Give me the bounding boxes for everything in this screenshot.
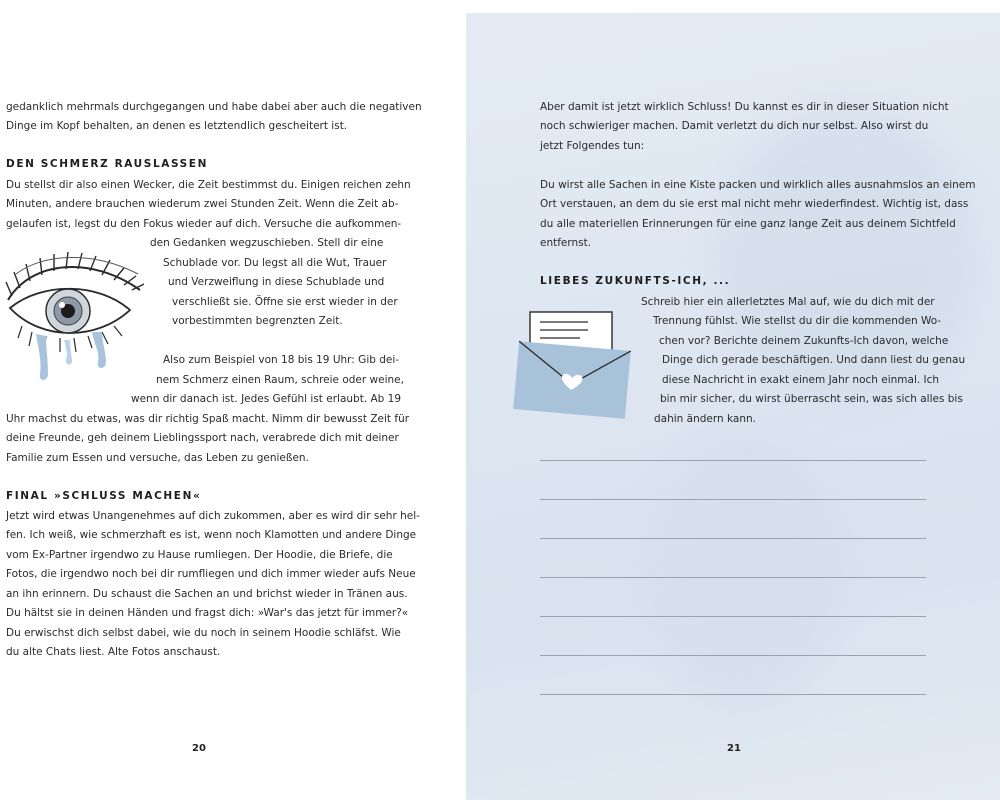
text-line: fen. Ich weiß, wie schmerzhaft es ist, wenn noch Klamotten und andere Dinge [6,529,417,541]
text-line: entfernst. [540,237,592,249]
text-line: diese Nachricht in exakt einem Jahr noch einmal. Ich [662,374,940,386]
text-line: Ort verstauen, an dem du sie erst mal nicht mehr wiederfindest. Wichtig ist, dass [540,198,969,210]
text-line: Minuten, andere brauchen wiederum zwei Stunden Zeit. Wenn die Zeit ab- [6,198,399,210]
page-number: 21 [727,743,741,754]
envelope-icon [510,308,635,420]
text-line: noch schwieriger machen. Damit verletzt du dich nur selbst. Also wirst du [540,120,929,132]
text-line: jetzt Folgendes tun: [540,140,645,152]
writing-line[interactable] [540,538,926,539]
text-line: du alte Chats liest. Alte Fotos anschaust. [6,646,221,658]
text-line: wenn dir danach ist. Jedes Gefühl ist erlaubt. Ab 19 [131,393,402,405]
writing-line[interactable] [540,577,926,578]
eye-icon [2,248,150,388]
section-heading: DEN SCHMERZ RAUSLASSEN [6,158,208,170]
section-heading: FINAL »SCHLUSS MACHEN« [6,490,202,502]
text-line: gedanklich mehrmals durchgegangen und habe dabei aber auch die negativen [6,101,422,113]
text-line: chen vor? Berichte deinem Zukunfts-Ich davon, welche [659,335,949,347]
text-line: vorbestimmten begrenzten Zeit. [172,315,343,327]
text-line: Uhr machst du etwas, was dir richtig Spaß macht. Nimm dir bewusst Zeit für [6,413,410,425]
text-line: dahin ändern kann. [654,413,756,425]
text-line: vom Ex-Partner irgendwo zu Hause rumliegen. Der Hoodie, die Briefe, die [6,549,393,561]
text-line: Aber damit ist jetzt wirklich Schluss! Du kannst es dir in dieser Situation nicht [540,101,949,113]
writing-line[interactable] [540,655,926,656]
writing-line[interactable] [540,460,926,461]
text-line: Trennung fühlst. Wie stellst du dir die kommenden Wo- [653,315,942,327]
text-line: bin mir sicher, du wirst überrascht sein, was sich alles bis [660,393,963,405]
text-line: Du hältst sie in deinen Händen und fragst dich: »War's das jetzt für immer?« [6,607,409,619]
text-line: den Gedanken wegzuschieben. Stell dir eine [150,237,384,249]
text-line: Schublade vor. Du legst all die Wut, Trauer [163,257,387,269]
text-line: an ihn erinnern. Du schaust die Sachen an und brichst wieder in Tränen aus. [6,588,408,600]
page-number: 20 [192,743,206,754]
text-line: Du erwischst dich selbst dabei, wie du noch in seinem Hoodie schläfst. Wie [6,627,401,639]
text-line: Du wirst alle Sachen in eine Kiste packen und wirklich alles ausnahmslos an einem [540,179,976,191]
text-line: Also zum Beispiel von 18 bis 19 Uhr: Gib dei- [163,354,400,366]
watercolor-wash [646,433,846,713]
text-line: Dinge im Kopf behalten, an denen es letztendlich gescheitert ist. [6,120,348,132]
text-line: Familie zum Essen und versuche, das Leben zu genießen. [6,452,309,464]
text-line: du alle materiellen Erinnerungen für eine ganz lange Zeit aus deinem Sichtfeld [540,218,956,230]
text-line: Fotos, die irgendwo noch bei dir rumfliegen und dich immer wieder aufs Neue [6,568,416,580]
text-line: Jetzt wird etwas Unangenehmes auf dich zukommen, aber es wird dir sehr hel- [6,510,420,522]
section-heading: LIEBES ZUKUNFTS-ICH, ... [540,275,731,287]
text-line: gelaufen ist, legst du den Fokus wieder auf dich. Versuche die aufkommen- [6,218,402,230]
text-line: Du stellst dir also einen Wecker, die Zeit bestimmst du. Einigen reichen zehn [6,179,411,191]
text-line: Schreib hier ein allerletztes Mal auf, wie du dich mit der [641,296,935,308]
text-line: verschließt sie. Öffne sie erst wieder in der [172,296,398,308]
envelope-heart-illustration [510,308,635,420]
crying-eye-illustration [2,248,150,388]
text-line: Dinge dich gerade beschäftigen. Und dann liest du genau [662,354,966,366]
text-line: nem Schmerz einen Raum, schreie oder weine, [156,374,404,386]
text-line: deine Freunde, geh deinem Lieblingssport nach, verabrede dich mit deiner [6,432,399,444]
text-line: und Verzweiflung in diese Schublade und [168,276,385,288]
writing-line[interactable] [540,499,926,500]
writing-line[interactable] [540,616,926,617]
writing-line[interactable] [540,694,926,695]
